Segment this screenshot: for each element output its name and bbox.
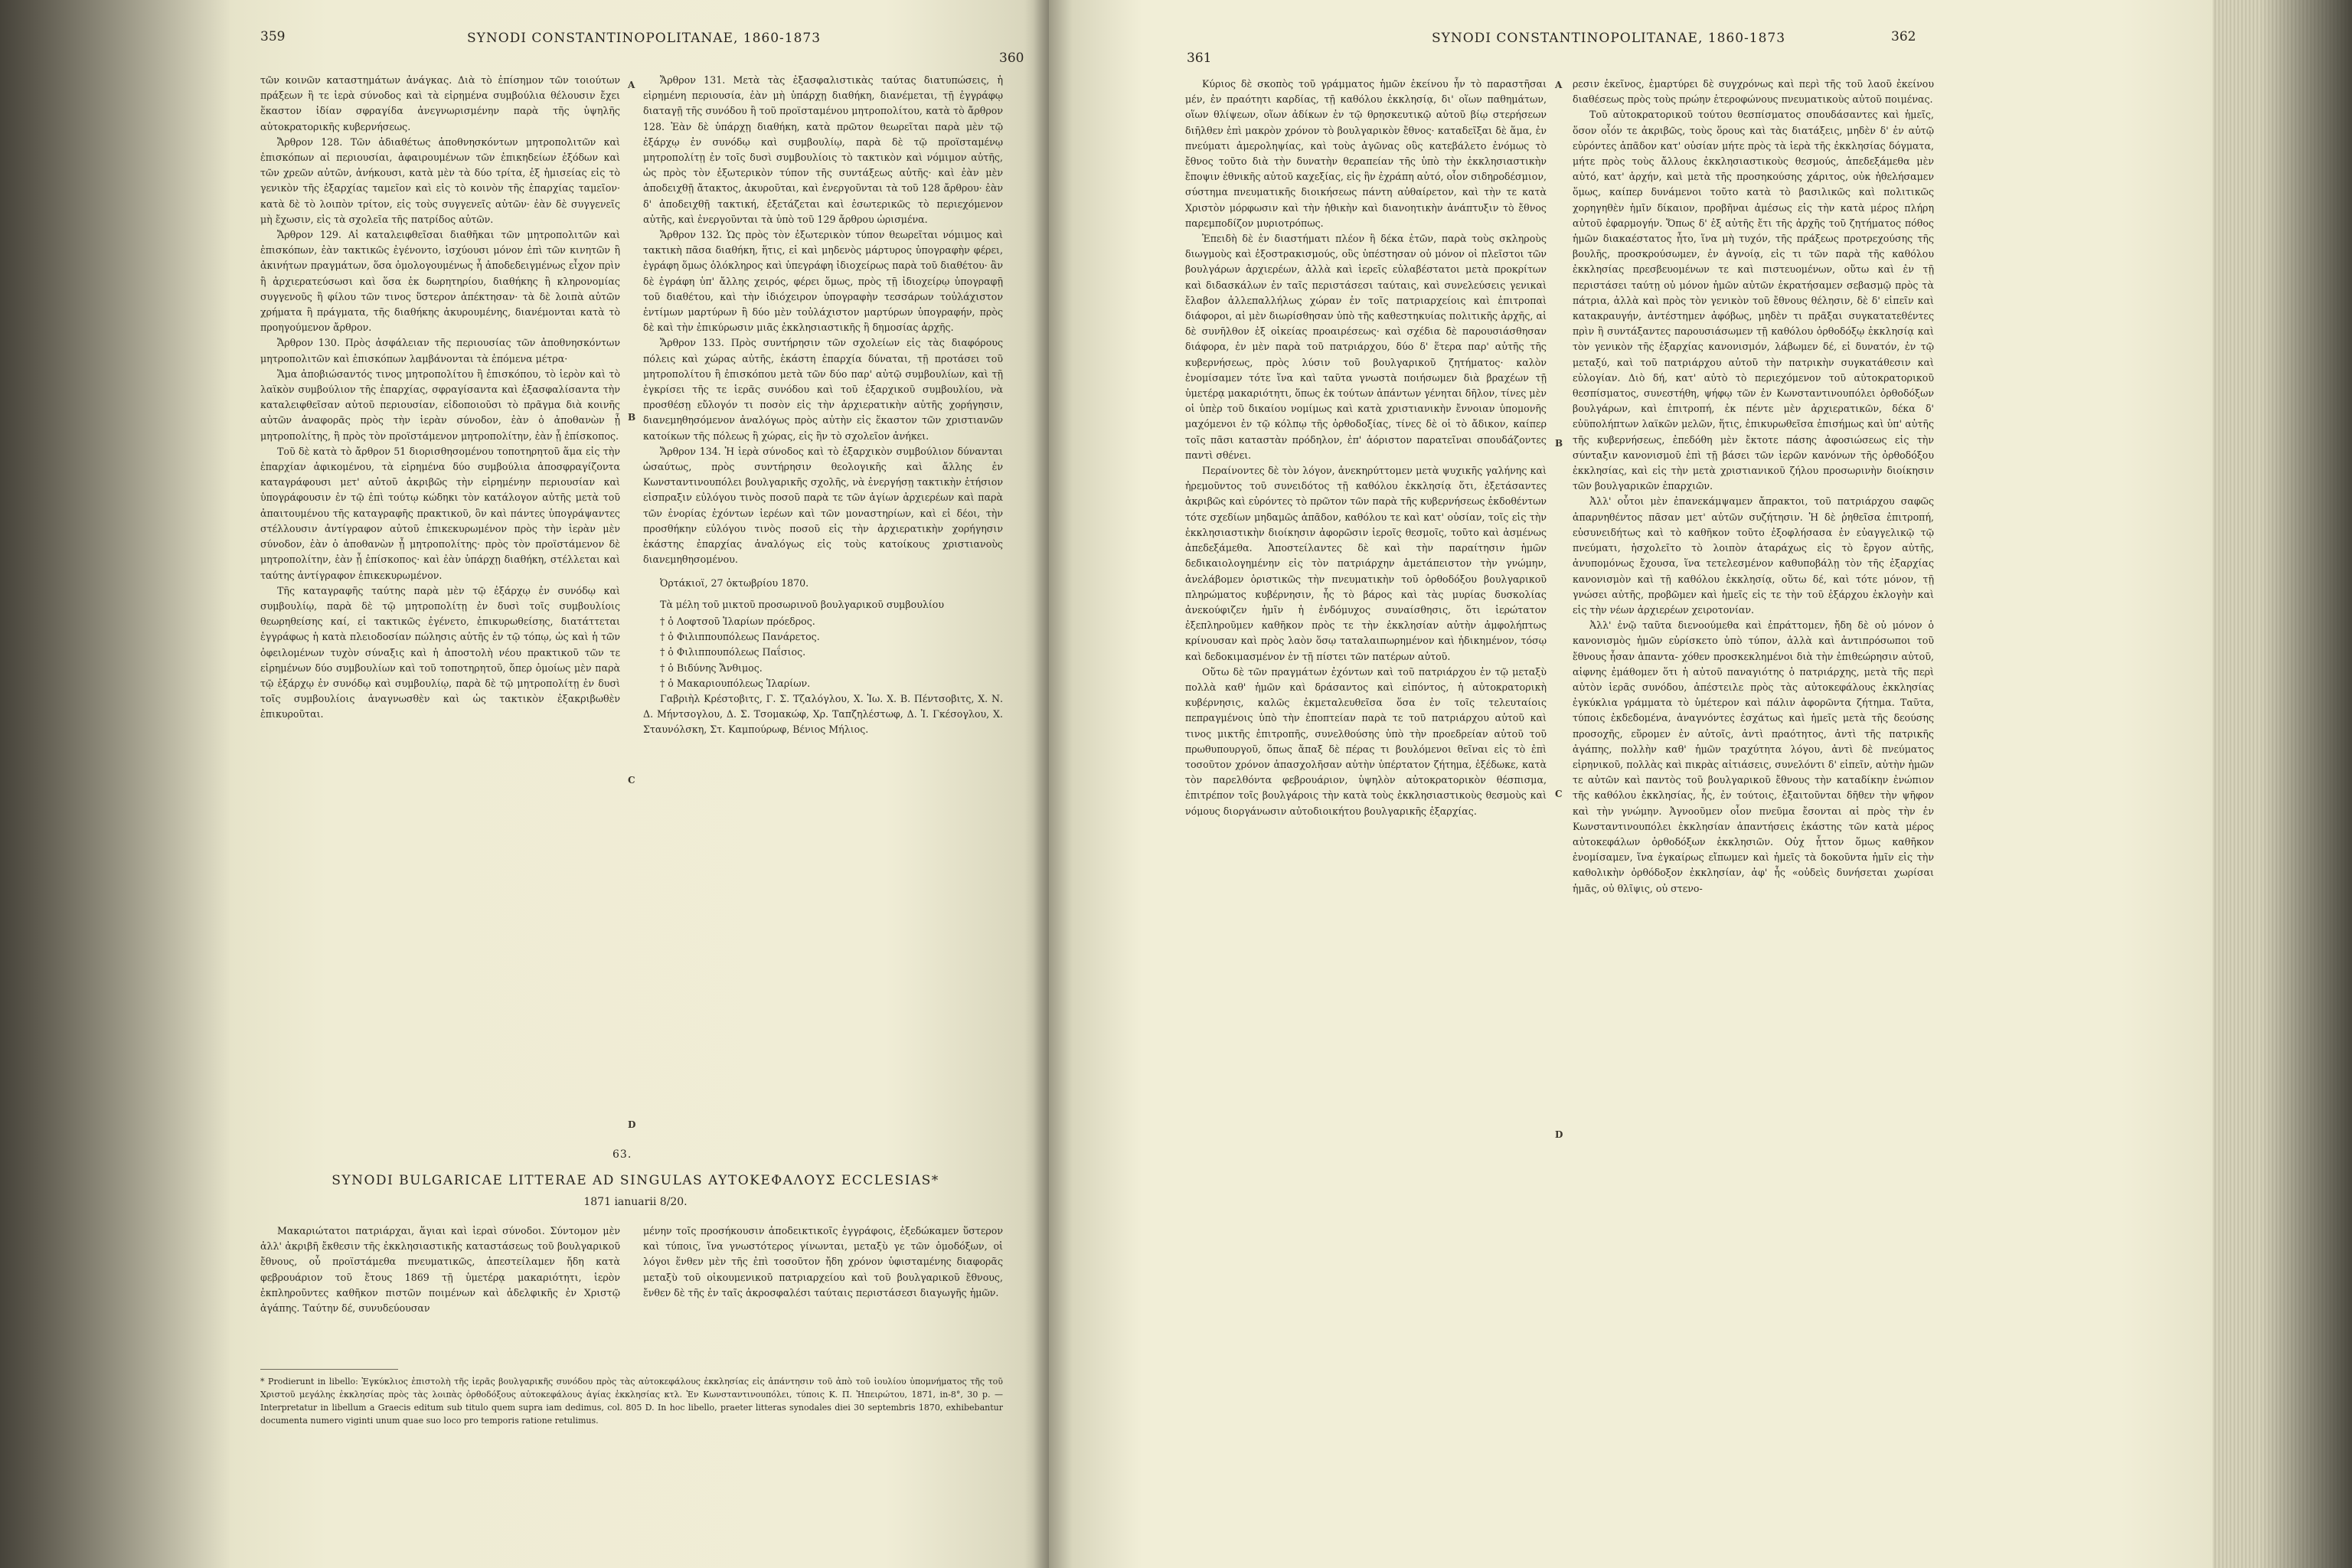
paragraph: Ἄρθρον 132. Ὡς πρὸς τὸν ἐξωτερικὸν τύπον θεωρεῖται νόμιμος καὶ τακτικὴ πᾶσα διαθήκη, ἥτις, εἰ καὶ μηδενὸς μάρτυρος ὑπογραφὴν φέρει, ἐγράφη ὅμως ὁλόκληρος καὶ ὑπεγράφη ἰδιοχείρως παρὰ τοῦ διαθέτου· ἂν δὲ ἐγράφη ὑπ' ἄλλης χειρός, φέρει ὅμως, πρὸς τῇ ἰδιοχείρῳ ὑπογραφῇ τοῦ διαθέτου, καὶ τὴν ἰδιόχειρον ὑπογραφὴν τεσσάρων τοὐλάχιστον ἐντίμων μαρτύρων ἢ δύο μὲν τοὐλάχιστον μαρτύρων ὑπογραφήν, πρὸς δὲ καὶ τὴν ἐπικύρωσιν μιᾶς ἐκκλησιαστικῆς ἢ δημοσίας ἀρχῆς.	[643, 229, 1003, 334]
margin-letter: D	[628, 1119, 636, 1130]
signatory: † ὁ Λοφτσοῦ Ἱλαρίων πρόεδρος.	[660, 615, 815, 627]
paragraph: Ἄρθρον 131. Μετὰ τὰς ἐξασφαλιστικὰς ταύτας διατυπώσεις, ἡ εἰρημένη περιουσία, ἐὰν μὴ ὑπάρχῃ διαθήκη, διανέμεται, τῇ ἐγγράφῳ διαταγῇ τῆς συνόδου ἢ τοῦ προϊσταμένου μητροπολίτου, κατὰ τὸ ἄρθρον 128. Ἐὰν δὲ ὑπάρχῃ διαθήκη, κατὰ πρῶτον θεωρεῖται παρὰ μὲν τῷ ἐξάρχῳ ἐν συνόδῳ καὶ συμβουλίῳ, παρὰ δὲ τῷ προϊσταμένῳ μητροπολίτῃ ἐν τοῖς δυσὶ συμβουλίοις τὸ τακτικὸν καὶ νόμιμον αὐτῆς, ὡς πρὸς τὸν ἐξωτερικὸν τύπον τῆς συντάξεως αὐτῆς· καὶ ἐὰν μὲν ἀποδειχθῇ ἄτακτος, ἀκυροῦται, καὶ ἐνεργοῦνται τὰ τοῦ 128 ἄρθρου· ἐὰν δ' ἀποδειχθῇ τακτική, ἐξετάζεται καὶ ἐσωτερικῶς τὸ περιεχόμενον αὐτῆς, καὶ ἐνεργοῦνται τὰ ὑπὸ τοῦ 129 ἄρθρου ὡρισμένα.	[643, 74, 1003, 225]
column-left-2	[643, 73, 1003, 738]
running-head: SYNODI CONSTANTINOPOLITANAE, 1860-1873	[1432, 31, 1786, 46]
paragraph: Ἀλλ' ἐνῷ ταῦτα διενοούμεθα καὶ ἐπράττομεν, ἤδη δὲ οὐ μόνον ὁ κανονισμὸς ἡμῶν εὑρίσκετο ὑπὸ τύπον, ἀλλὰ καὶ ἀντιπρόσωποι τοῦ ἔθνους ἦσαν ἀπαντα- χόθεν προσκεκλημένοι διὰ τὴν ἐπιθεώρησιν αὐτοῦ, αἰφνης ἐμάθομεν ὅτι ἡ αὐτοῦ παναγιότης ὁ πατριάρχης, μετὰ τῆς περὶ αὐτὸν ἱερᾶς συνόδου, ἀπέστειλε πρὸς τὰς αὐτοκεφάλους ἐκκλησίας ἐγκύκλια γράμματα τὸ ὑμέτερον καὶ πάλιν ἀφορῶντα ζήτημα. Ταῦτα, τύποις ἐκδεδομένα, ἀναγνόντες ἐσχάτως καὶ ἡμεῖς μετὰ τῆς δεούσης προσοχῆς, εὕρομεν ἐν αὐτοῖς, ἀντὶ πραότητος, ἀντὶ τῆς πατρικῆς ἀγάπης, πολλὴν καθ' ἡμῶν τραχύτητα λόγου, ἀντὶ δὲ πνεύματος εἰρηνικοῦ, πολλὰς καὶ πικρὰς αἰτιάσεις, συνελόντι δ' εἰπεῖν, αὐτὴν ἡμῶν τε αὐτῶν καὶ παντὸς τοῦ βουλγαρικοῦ ἔθνους τὴν καταδίκην ἐνώπιον τῆς καθόλου ἐκκλησίας, ἧς, ἐν τούτοις, ἐξαιτοῦνται δῆθεν τὴν ψῆφον καὶ τὴν γνώμην. Ἀγνοοῦμεν οἷον πνεῦμα ἔσονται αἱ πρὸς τὴν ἐν Κωνσταντινουπόλει ἐκκλησίαν ἀπαντήσεις ἑκάστης τῶν κατὰ μέρος αὐτοκεφάλων ὀρθοδόξων ἐκκλησιῶν. Οὐχ ἧττον ὅμως καθῆκον ἐνομίσαμεν, ἵνα ἐγκαίρως εἴπωμεν καὶ ἡμεῖς τὰ δοκοῦντα ἡμῖν εἰς τὴν καθολικὴν ὀρθόδοξον ἐκκλησίαν, ἀφ' ἧς «οὐδεὶς δυνήσεται χωρίσαι ἡμᾶς, οὐ θλῖψις, οὐ στενο-	[1573, 619, 1934, 894]
signatory: † ὁ Μακαριουπόλεως Ἱλαρίων.	[660, 677, 811, 689]
paragraph: Τοῦ αὐτοκρατορικοῦ τούτου θεσπίσματος σπουδάσαντες καὶ ἡμεῖς, ὅσον οἷόν τε ἀκριβῶς, τοὺς ὅρους καὶ τὰς διατάξεις, μηδὲν δ' ἐν αὐτῷ εὑρόντες ἀπᾶδον κατ' οὐσίαν μήτε πρὸς τὰ ἱερὰ τῆς ἐκκλησίας δόγματα, μήτε πρὸς τοὺς ἄλλους ἐκκλησιαστικοὺς θεσμούς, ἀπεδεξάμεθα μὲν αὐτό, κατ' ἀρχήν, καὶ μετὰ τῆς προσηκούσης χάριτος, οὐκ ἠθελήσαμεν ὅμως, καίπερ δυνάμενοι τοῦτο κατὰ τὸ βασιλικῶς καὶ πολιτικῶς χορηγηθὲν ἡμῖν δίκαιον, προβῆναι ἀμέσως εἰς τὴν κατὰ μέρος πλήρη αὐτοῦ ἐφαρμογήν. Ὅπως δ' ἐξ αὐτῆς ἔτι τῆς ἀρχῆς τοῦ ζητήματος πόθος ἡμῶν διακαέστατος ἦτο, ἵνα μὴ τυχόν, τῆς πράξεως προτρεχούσης τῆς βουλῆς, προσκρούσωμεν, ἐν ἀγνοίᾳ, εἰς τι τῶν παρὰ τῆς καθόλου ἐκκλησίας πρεσβευομένων τε καὶ πιστευομένων, οὕτω καὶ ἐν τῇ περιστάσει ταύτῃ οὐ μόνον ἡμῶν αὐτῶν ἐκρατήσαμεν σεβασμῷ πρὸς τὰ πάτρια, ἀλλὰ καὶ πρὸς τὸν γενικὸν τοῦ ἔθνους θέλησιν, δὲ δ' εἰπεῖν καὶ κατακραυγήν, ἀντέστημεν ἀφόβως, μηδὲν τι πρᾶξαι συγκατατεθέντες πρὶν ἢ συντάξαντες παρουσιάσωμεν τῇ καθόλου ὀρθοδόξῳ ἐκκλησίᾳ καὶ τὸν γενικὸν τῆς ἐξαρχίας κανονισμόν, λάβωμεν δέ, εἰ δυνατόν, ἐν τῷ μεταξύ, καὶ τοῦ πατριάρχου αὐτοῦ τὴν πατρικὴν συγκατάθεσιν καὶ εὐλογίαν. Διὸ δή, κατ' αὐτὸ τὸ περιεχόμενον τοῦ αὐτοκρατορικοῦ θεσπίσματος, συνεστήθη, ψήφῳ τῶν ἐν Κωνσταντινουπόλει ὀρθοδόξων βουλγάρων, καὶ ἐπιτροπή, ἐκ πέντε μὲν ἀρχιερατικῶν, δέκα δ' εὐϋπολήπτων λαϊκῶν μελῶν, ἥτις, ἐπικυρωθεῖσα ἐπισήμως καὶ ὑπ' αὐτῆς τῆς κυβερνήσεως, ἐπεδόθη μὲν ἔκτοτε πάσης ἀφοσιώσεως εἰς τὴν σύνταξιν κανονισμοῦ ἐπὶ τῇ βάσει τῶν ἱερῶν κανόνων τῆς ὀρθοδόξου ἐκκλησίας, καὶ εἰς τὴν μετὰ χριστιανικοῦ ζήλου προσωρινὴν διοίκησιν τῶν βουλγαρικῶν ἐπαρχιῶν.	[1573, 109, 1934, 492]
page-block-edge	[2213, 0, 2352, 1568]
column-left-1	[260, 73, 620, 723]
document-title: SYNODI BULGARICAE LITTERAE AD SINGULAS AYTOKEΦAΛOYΣ ECCLESIAS*	[332, 1173, 939, 1188]
paragraph: Ἄρθρον 134. Ἡ ἱερὰ σύνοδος καὶ τὸ ἐξαρχικὸν συμβούλιον δύνανται ὡσαύτως, πρὸς συντήρησιν θεολογικῆς καὶ ἄλλης ἐν Κωνσταντινουπόλει βουλγαρικῆς σχολῆς, νὰ ἐνεργήσῃ τακτικὴν ἐτήσιον εἰσπραξιν εὐλόγου τινὸς ποσοῦ παρὰ τε τῶν ἁγίων ἀρχιερέων καὶ παρὰ τῶν ἐνορίας ἐχόντων ἱερέων καὶ τῶν μοναστηρίων, καὶ εἰ δέοι, τὴν προσθήκην εὐλόγου τινὸς ποσοῦ εἰς τὴν ἀρχιερατικὴν χορήγησιν ἑκάστης ἐπαρχίας ἀναλόγως εἰς τοὺς κατοίκους χριστιανοὺς διανεμηθησομένου.	[643, 445, 1003, 566]
paragraph: Ἄρθρον 130. Πρὸς ἀσφάλειαν τῆς περιουσίας τῶν ἀποθνησκόντων μητροπολιτῶν καὶ ἐπισκόπων λαμβάνονται τὰ ἑπόμενα μέτρα·	[260, 337, 620, 364]
left-page	[230, 0, 1049, 1568]
right-page	[1049, 0, 2213, 1568]
page-number: 362	[1891, 29, 1916, 44]
column-right-2	[1573, 77, 1934, 897]
column-right-1	[1185, 77, 1547, 819]
page-number: 361	[1187, 51, 1212, 66]
margin-letter: B	[1555, 438, 1563, 449]
signatory: † ὁ Φιλιππουπόλεως Πανάρετος.	[660, 631, 820, 643]
page-number: 360	[999, 51, 1024, 66]
running-head: SYNODI CONSTANTINOPOLITANAE, 1860-1873	[467, 31, 822, 46]
paragraph: Ἄρθρον 128. Τῶν ἀδιαθέτως ἀποθνησκόντων μητροπολιτῶν καὶ ἐπισκόπων αἱ περιουσίαι, ἀφαιρουμένων τῶν ἐπικηδείων ἐξόδων καὶ τῶν χρεῶν αὐτῶν, ἀνήκουσι, κατὰ μὲν τὰ δύο τρίτα, ἐξ ἡμισείας εἰς τὸ γενικὸν τῆς ἐξαρχίας ταμεῖον καὶ εἰς τὸ κοινὸν τῆς ἐπαρχίας ταμεῖον· κατὰ δὲ τὸ λοιπὸν τρίτον, εἰς τοὺς συγγενεῖς αὐτῶν· ἐὰν δὲ συγγενεῖς μὴ ἔχωσιν, εἰς τὰ σχολεῖα τῆς πατρίδος αὐτῶν.	[260, 136, 620, 225]
paragraph: Ἀλλ' οὗτοι μὲν ἐπανεκάμψαμεν ἄπρακτοι, τοῦ πατριάρχου σαφῶς ἀπαρνηθέντος πᾶσαν μετ' αὐτῶν συζήτησιν. Ἡ δὲ ῥηθεῖσα ἐπιτροπή, εὐσυνειδήτως καὶ τὸ καθῆκον τοῦτο ἐξοφλήσασα ἐν εὐαγγελικῷ τῷ πνεύματι, ἠσχολεῖτο τὸ λοιπὸν ἀταράχως εἰς τὸ ἔργον αὐτῆς, ἀνυπομόνως ἔχουσα, ἵνα τετελεσμένον καθυποβάλῃ τὸν τῆς ἐξαρχίας κανονισμὸν καὶ τῇ καθόλου ἐκκλησίᾳ, οὕτω δέ, καὶ τότε μόνον, τῇ γνώσει αὐτῆς, προβῶμεν καὶ ἡμεῖς εἰς τε τὴν τοῦ ἐξάρχου ἐκλογὴν καὶ εἰς τὴν νέων ἀρχιερέων χειροτονίαν.	[1573, 495, 1934, 616]
page-number: 359	[260, 29, 286, 44]
document-date: 1871 ianuarii 8/20.	[583, 1196, 688, 1208]
letter-column-1	[260, 1223, 620, 1316]
paragraph: Μακαριώτατοι πατριάρχαι, ἅγιαι καὶ ἱεραὶ σύνοδοι. Σύντομον μὲν ἀλλ' ἀκριβῆ ἔκθεσιν τῆς ἐκκλησιαστικῆς καταστάσεως τοῦ βουλγαρικοῦ ἔθνους, οὗ προϊστάμεθα πνευματικῶς, ἀπεστείλαμεν ἤδη κατὰ φεβρουάριον τοῦ ἔτους 1869 τῇ ὑμετέρᾳ μακαριότητι, ἱερὸν ἐκπληροῦντες καθῆκον πιστῶν ποιμένων καὶ ἀδελφικῆς ἐν Χριστῷ ἀγάπης. Ταύτην δέ, συνυδεύουσαν	[260, 1225, 620, 1315]
margin-letter: C	[1555, 789, 1563, 799]
margin-letter: A	[1555, 80, 1563, 90]
letter-column-2	[643, 1223, 1003, 1301]
paragraph: Οὕτω δὲ τῶν πραγμάτων ἐχόντων καὶ τοῦ πατριάρχου ἐν τῷ μεταξὺ πολλὰ καθ' ἡμῶν καὶ δράσαντος καὶ εἰπόντος, ἡ αὐτοκρατορικὴ κυβέρνησις, καλῶς ἐκμεταλευθεῖσα ὅσα ἐν τοῖς τελευταίοις πεπραγμένοις ὑπὸ τὴν ἐποπτείαν παρὰ τε τοῦ πατριάρχου αὐτοῦ καὶ τινος μικτῆς ἐπιτροπῆς, συνελθούσης ὑπὸ τὴν προεδρείαν αὐτοῦ τοῦ πρωθυπουργοῦ, ὅπως ἅπαξ δὲ πέρας τι βουλόμενοι θεῖναι εἰς τὸ ἐπὶ τοσοῦτον χρόνον ἀπασχολῆσαν αὐτὴν ὑπέρτατον ζήτημα, ἐξέδωκε, κατὰ τὸν παρελθόντα φεβρουάριον, ὑψηλὸν αὐτοκρατορικὸν θέσπισμα, ἐπιτρέπον τοῖς βουλγάροις τὴν κατὰ τοὺς ἐκκλησιαστικοὺς θεσμοὺς καὶ νόμους διοργάνωσιν αὐτοδιοικήτου βουλγαρικῆς ἐξαρχίας.	[1185, 665, 1547, 817]
paragraph: Περαίνοντες δὲ τὸν λόγον, ἀνεκηρύττομεν μετὰ ψυχικῆς γαλήνης καὶ ἠρεμοῦντος τοῦ συνειδότος τῇ καθόλου ἐκκλησίᾳ ὅτι, ἐξετάσαντες ἀκριβῶς καὶ εὑρόντες τὸ πρῶτον τῶν παρὰ τῆς κυβερνήσεως ἐκδοθέντων τότε σχεδίων μηδαμῶς ἀπᾶδον, καθόλου τε καὶ κατ' οὐσίαν, τοῖς εἰς τὴν ἐκκλησιαστικὴν διοίκησιν ἀφορῶσιν ἱεροῖς θεσμοῖς, τοῦτο καὶ ἀσμένως ἀπεδεξάμεθα. Ἀποστείλαντες δὲ καὶ τὴν παραίτησιν ἡμῶν δεδικαιολογημένην εἰς τὸν πατριάρχην ἀμετάπειστον τὴν γνώμην, ἀνελάβομεν ὁριστικῶς τὴν πνευματικὴν τοῦ ὀρθοδόξου βουλγαρικοῦ πληρώματος κυβέρνησιν, ἧς τὸ βάρος καὶ τὰς μυρίας δυσκολίας ἀνεκούφιζεν ἡμῖν ἡ ἐνδόμυχος συναίσθησις, ὅτι ἱερώτατον ἐξεπληροῦμεν καθῆκον πρὸς τε τὴν ἐκκλησίαν αὐτὴν ἀμφολήπτως κρίνουσαν καὶ πρὸς λαὸν ὅσῳ ταταλαιπωρημένον καὶ ἠδικημένον, τόσῳ καὶ δεδοκιμασμένον ἐν τῇ πίστει τῶν πατέρων αὐτοῦ.	[1185, 465, 1547, 662]
paragraph: Τοῦ δὲ κατὰ τὸ ἄρθρον 51 διορισθησομένου τοποτηρητοῦ ἅμα εἰς τὴν ἐπαρχίαν ἀφικομένου, τὰ εἰρημένα δύο συμβούλια ἀποσφραγίζοντα καταγράφουσι μετ' αὐτοῦ ἀκριβῶς τὴν εἰρημένην περιουσίαν καὶ ὑπογράφουσιν ἐν τῷ ἐπὶ τούτῳ κώδηκι τὸν κατάλογον αὐτῆς μετὰ τοῦ ἀπαιτουμένου τῆς καταγραφῆς πρακτικοῦ, ὃν καὶ πάντες ὑπογράψαντες στέλλουσιν ἀντίγραφον αὐτοῦ ἐπικεκυρωμένον πρὸς τὴν ἱερὰν μὲν σύνοδον, ἐὰν ὁ ἀποθανὼν ᾖ μητροπολίτης· πρὸς τὸν προϊστάμενον δὲ μητροπολίτην, ἐὰν ᾖ ἐπίσκοπος· καὶ ἐὰν ὑπάρχῃ διαθήκη, στέλλεται καὶ ταύτης ἀντίγραφον ἐπικεκυρωμένον.	[260, 445, 620, 581]
signatory-list: Γαβριὴλ Κρέστοβιτς, Γ. Σ. Τζαλόγλου, Χ. Ἰω. Χ. Β. Πέντσοβιτς, Χ. Ν. Δ. Μήντσογλου, Δ. Σ. Τσομακώφ, Χρ. Ταπζηλέστωφ, Δ. Ἰ. Γκέσογλου, Χ. Σταυνόλσκη, Στ. Καμπούρωφ, Βένιος Μήλιος.	[643, 692, 1003, 736]
paragraph: τῶν κοινῶν καταστημάτων ἀνάγκας. Διὰ τὸ ἐπίσημον τῶν τοιούτων πράξεων ἢ τε ἱερὰ σύνοδος καὶ τὰ εἰρημένα συμβούλια θέλουσιν ἔχει ἕκαστον ἰδίαν σφραγίδα ἀνεγνωρισμένην παρὰ τῆς ὑψηλῆς αὐτοκρατορικῆς κυβερνήσεως.	[260, 74, 620, 132]
signatory: † ὁ Φιλιππουπόλεως Παΐσιος.	[660, 646, 806, 658]
signatory: † ὁ Βιδύνης Ἄνθιμος.	[660, 662, 763, 674]
footnote: * Prodierunt in libello: Ἐγκύκλιος ἐπιστολὴ τῆς ἱερᾶς βουλγαρικῆς συνόδου πρὸς τὰς αὐτοκεφάλους ἐκκλησίας εἰς ἀπάντησιν τοῦ ἀπὸ τοῦ ἰουλίου ὑπομνήματος τῆς τοῦ Χριστοῦ μεγάλης ἐκκλησίας πρὸς τὰς λοιπὰς ὀρθοδόξους αὐτοκεφάλους ἁγίας ἐκκλησίας κτλ. Ἐν Κωνσταντινουπόλει, τύποις Κ. Π. Ἠπειρώτου, 1871, in-8°, 30 p. — Interpretatur in libellum a Graecis editum sub titulo quem supra iam dedimus, col. 805 D. In hoc libello, praeter litteras synodales diei 30 septembris 1870, exhibebantur documenta numero viginti unum quae suo loco pro temporis ratione retulimus.	[260, 1377, 1003, 1426]
paragraph: Κύριος δὲ σκοπὸς τοῦ γράμματος ἡμῶν ἐκείνου ἦν τὸ παραστῆσαι μέν, ἐν πραότητι καρδίας, τῇ καθόλου ἐκκλησίᾳ, δι' οἵων παθημάτων, οἵων θλίψεων, οἵων ἀδίκων ἐν τῷ θρησκευτικῷ αὐτοῦ βίῳ στερήσεων διῆλθεν ἐπὶ μακρὸν χρόνον τὸ βουλγαρικὸν ἔθνος· καταδεῖξαι δὲ ἅμα, ἐν πνεύματι ἀμεροληψίας, καὶ τοὺς ἀγῶνας οὓς κατεβάλετο ἐνόμως τὸ ἔθνος τοῦτο διὰ τὴν δυνατὴν θεραπείαν τῆς ὑπὸ τὴν ἐκκλησιαστικὴν ἔποψιν ἐθνικῆς αὐτοῦ καχεξίας, εἰς ἣν ἐχράπη αὐτό, οἷον σιδηροδέσμιον, σύστημα πνευματικῆς διοικήσεως πάντη αὐθαίρετον, καὶ τὴν τε κατὰ Χριστὸν μόρφωσιν καὶ τὴν ἠθικὴν καὶ διανοητικὴν ἀνάπτυξιν τὸ ἔθνος παρεμποδίζον μυριοτρόπως.	[1185, 78, 1547, 229]
paragraph: ρεσιν ἐκεῖνος, ἐμαρτύρει δὲ συγχρόνως καὶ περὶ τῆς τοῦ λαοῦ ἐκείνου διαθέσεως πρὸς τοὺς πρώην ἑτεροφώνους πνευματικοὺς αὐτοῦ ποιμένας.	[1573, 78, 1934, 106]
members-intro: Τὰ μέλη τοῦ μικτοῦ προσωρινοῦ βουλγαρικοῦ συμβουλίου	[660, 598, 945, 610]
paragraph: Τῆς καταγραφῆς ταύτης παρὰ μὲν τῷ ἐξάρχῳ ἐν συνόδῳ καὶ συμβουλίῳ, παρὰ δὲ τῷ μητροπολίτῃ ἐν δυσὶ τοῖς συμβουλίοις θεωρηθείσης καί, εἰ τακτικῶς ἐγένετο, ἐπικυρωθείσης, διατάττεται ἐγγράφως ἡ κατὰ πλειοδοσίαν πώλησις αὐτῆς ἐν τῷ τόπῳ, ὡς καὶ ἡ τῶν ὀφειλομένων τυχὸν σύναξις καὶ ἡ ἀποστολὴ νέου πρακτικοῦ τῶν τε εἰρημένων δύο συμβουλίων καὶ τοῦ τοποτηρητοῦ, ὅπερ ὁμοίως μὲν παρὰ τῷ ἐξάρχῳ ἐν συνόδῳ καὶ συμβουλίῳ, παρὰ δὲ τῷ μητροπολίτῃ ἐν δυσὶ τοῖς συμβουλίοις ἀναγνωσθὲν καὶ ὡς τακτικὸν ἐξακριβωθὲν ἐπικυροῦται.	[260, 584, 620, 720]
paragraph: μένην τοῖς προσήκουσιν ἀποδεικτικοῖς ἐγγράφοις, ἐξεδώκαμεν ὕστερον καὶ τύποις, ἵνα γνωστότερος γίνωνται, μεταξὺ γε τῶν ὁμοδόξων, οἱ λόγοι ἕνθεν μὲν τῆς ἐπὶ τοσοῦτον ἤδη χρόνον ὑφισταμένης διαφορᾶς μεταξὺ τοῦ οἰκουμενικοῦ πατριαρχείου καὶ τοῦ βουλγαρικοῦ ἔθνους, ἔνθεν δὲ τῆς ἐν ταῖς ἀκροσφαλέσι ταύταις περιστάσεσι διαγωγῆς ἡμῶν.	[643, 1225, 1003, 1298]
document-number: 63.	[612, 1148, 632, 1161]
paragraph: Ἅμα ἀποβιώσαντός τινος μητροπολίτου ἢ ἐπισκόπου, τὸ ἱερὸν καὶ τὸ λαϊκὸν συμβούλιον τῆς ἐπαρχίας, σφραγίσαντα καὶ ἐξασφαλίσαντα τὴν καταλειφθεῖσαν αὐτοῦ περιουσίαν, εἰδοποιοῦσι τὸ πρᾶγμα διὰ κοινῆς αὐτῶν ἀναφορᾶς πρὸς τὴν ἱερὰν σύνοδον, ἐὰν ὁ ἀποθανὼν ᾖ μητροπολίτης, ἢ πρὸς τὸν προϊστάμενον μητροπολίτην, ἐὰν ᾖ ἐπίσκοπος.	[260, 368, 620, 442]
paragraph: Ἄρθρον 133. Πρὸς συντήρησιν τῶν σχολείων εἰς τὰς διαφόρους πόλεις καὶ χώρας αὐτῆς, ἑκάστη ἐπαρχία δύναται, τῇ προτάσει τοῦ μητροπολίτου ἢ ἐπισκόπου μετὰ τῶν δύο παρ' αὐτῷ συμβουλίων, καὶ τῇ ἐγκρίσει τῆς τε ἱερᾶς συνόδου καὶ τοῦ ἐξαρχικοῦ συμβουλίου, νὰ προσθέσῃ εὔλογόν τι ποσὸν εἰς τὴν ἀρχιερατικὴν αὐτῆς χορήγησιν, διανεμηθησόμενον ἀναλόγως πρὸς αὐτὴν εἰς ἕκαστον τῶν χριστιανῶν κατοίκων τῆς πόλεως ἢ χώρας, εἰς ἣν τὸ σχολεῖον ἀνήκει.	[643, 337, 1003, 442]
margin-letter: D	[1555, 1129, 1563, 1140]
paragraph: Ἐπειδὴ δὲ ἐν διαστήματι πλέον ἢ δέκα ἐτῶν, παρὰ τοὺς σκληροὺς διωγμοὺς καὶ ἐξοστρακισμούς, οὓς ὑπέστησαν οὐ μόνον οἱ πλεῖστοι τῶν βουλγάρων ἀρχιερέων, ἀλλὰ καὶ ἱερεῖς εὐλαβέστατοι μετὰ προκρίτων καὶ διδασκάλων ἐν ταῖς περιστάσεσι ταύταις, καὶ συνελεύσεις γενικαὶ ἔλαβον ἀλλεπαλλήλως χώραν ἐν τοῖς πατριαρχείοις καὶ ἐπιτροπαὶ διάφοροι, αἱ μὲν διωρίσθησαν ὑπὸ τῆς καθεστηκυίας πολιτικῆς ἀρχῆς, αἱ δὲ συνῆλθον ἐξ οἰκείας προαιρέσεως· καὶ σχέδια δὲ παρουσιάσθησαν διάφορα, ἐν μὲν παρὰ τοῦ πατριάρχου, δύο δ' ἕτερα παρ' αὐτῆς τῆς κυβερνήσεως, πρὸς λύσιν τοῦ βουλγαρικοῦ ζητήματος· καλὸν ἐνομίσαμεν τότε ἵνα καὶ ταῦτα γνωστὰ ποιήσωμεν διὰ βραχέων τῇ ὑμετέρᾳ μακαριότητι, ὅπως ἐκ τούτων ἁπάντων γένηται δῆλον, τίνες μὲν οἱ ὑπὲρ τοῦ δικαίου νομίμως καὶ κατὰ χριστιανικὴν ἔννοιαν ὑπομονῆς μαχόμενοι ἐν τῷ κόλπῳ τῆς ὀρθοδοξίας, τίνες δὲ οἱ τὸ ἄδικον, καίπερ τοῖς πᾶσι καταστὰν πρόδηλον, ἐπ' ἀόριστον παρατεῖναι σπουδάζοντες παντὶ σθένει.	[1185, 233, 1547, 461]
paragraph: Ἄρθρον 129. Αἱ καταλειφθεῖσαι διαθῆκαι τῶν μητροπολιτῶν καὶ ἐπισκόπων, ἐὰν τακτικῶς ἐγένοντο, ἰσχύουσι μόνον ἐπὶ τῶν κινητῶν ἢ ἀκινήτων πραγμάτων, ὅσα ὁμολογουμένως ἦ ἀποδεδειγμένως εἶχον πρὶν ἢ ἀρχιερατεύσωσι καὶ ὅσα ἐκ δωρητηρίου, διαθήκης ἢ κληρονομίας συγγενοῦς ἢ φίλου τῶν τινος ὕστερον ἀπέκτησαν· τὰ δὲ λοιπὰ αὐτῶν χρήματα ἢ πράγματα, τῆς διαθήκης ἀκυρουμένης, διανέμονται κατὰ τὸ προηγούμενον ἄρθρον.	[260, 229, 620, 334]
date-line: Ὀρτάκιοϊ, 27 ὀκτωβρίου 1870.	[660, 577, 809, 589]
margin-letter: B	[628, 412, 636, 423]
margin-letter: C	[628, 775, 635, 786]
margin-letter: A	[628, 80, 635, 90]
footnote-rule	[260, 1369, 398, 1370]
signatories	[660, 614, 1003, 691]
